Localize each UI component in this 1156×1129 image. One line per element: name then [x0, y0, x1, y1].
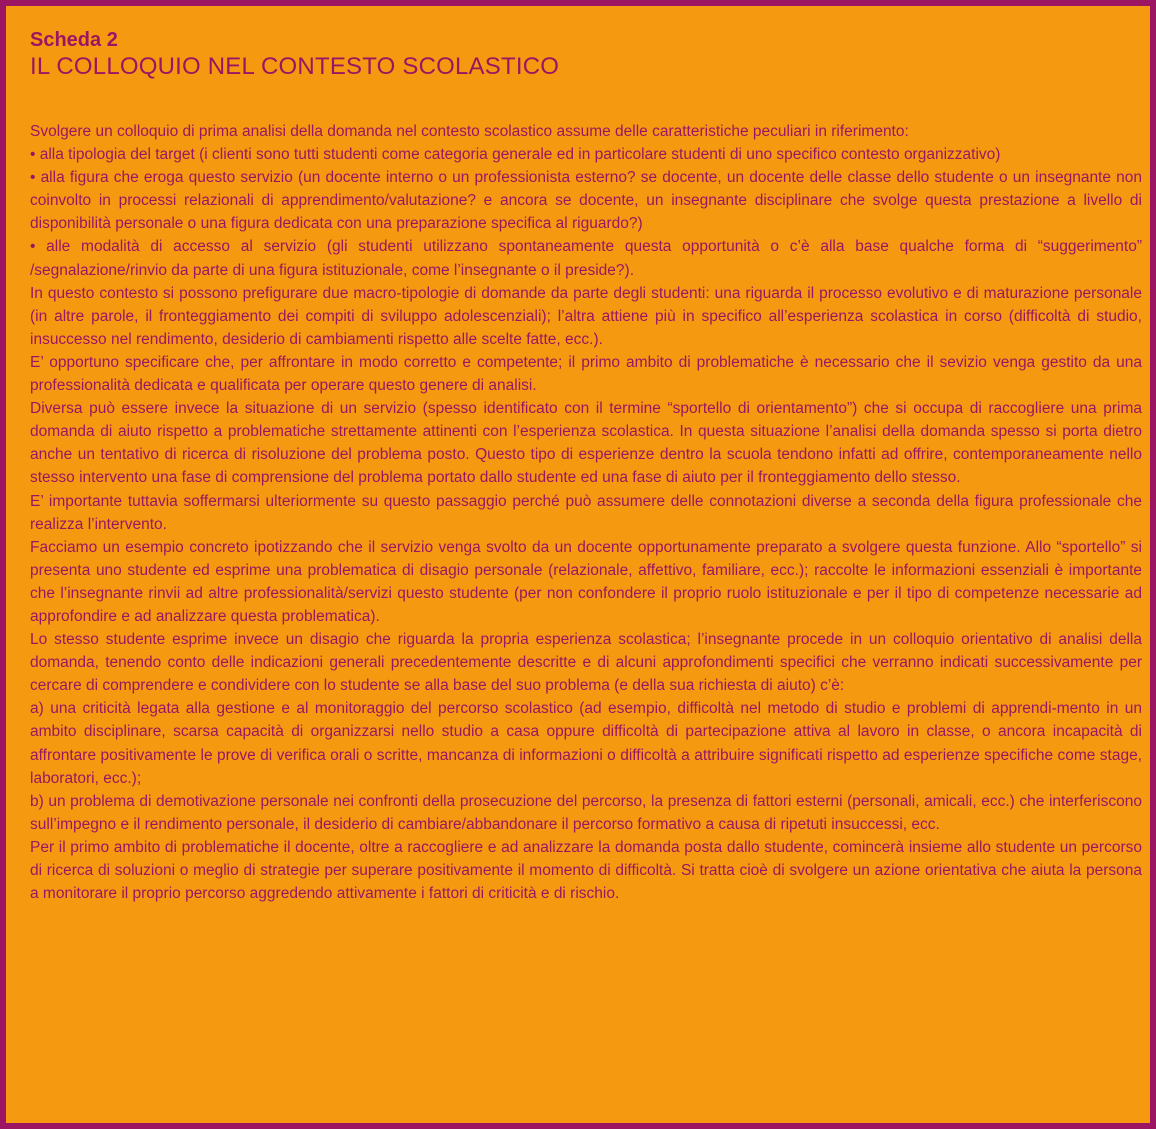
card-body — [30, 120, 1142, 905]
paragraph-macro-types: In questo contesto si possono prefigurare due macro-tipologie di domande da parte degli studenti: una riguarda il processo evolutivo e di maturazione personale (in altre parole, il fronteggiamento dei compiti di sviluppo adolescenziali); l’altra attiene più in specifico all’esperienza scolastica in corso (difficoltà di studio, insuccesso nel rendimento, desiderio di cambiamenti rispetto alle scelte fatte, ecc.). — [30, 284, 1142, 348]
bullet-access: • alle modalità di accesso al servizio (gli studenti utilizzano spontaneamente questa opportunità o c’è alla base qualche forma di “suggerimento” /segnalazione/rinvio da parte di una figura istituzionale, come l’insegnante o il preside?). — [30, 238, 1142, 279]
paragraph-specification: E’ opportuno specificare che, per affrontare in modo corretto e competente; il primo ambito di problematiche è necessario che il sevizio venga gestito da una professionalità dedicata e qualificata per operare questo genere di analisi. — [30, 353, 1142, 395]
bullet-figure: • alla figura che eroga questo servizio (un docente interno o un professionista esterno? se docente, un docente delle classe dello studente o un insegnante non coinvolto in processi relazionali di apprendimento/valutazione? e ancora se docente, un insegnante disciplinare che svolge questa prestazione a livello di disponibilità personale o una figura dedicata con una preparazione specifica al riguardo?) — [30, 169, 1142, 233]
card-title: IL COLLOQUIO NEL CONTESTO SCOLASTICO — [30, 53, 560, 80]
list-item-a: a) una criticità legata alla gestione e al monitoraggio del percorso scolastico (ad esempio, difficoltà nel metodo di studio e problemi di apprendi-mento in un ambito disciplinare, scarsa capacità di organizzarsi nello studio a casa oppure difficoltà di partecipazione attiva al lavoro in classe, o ancora incapacità di affrontare positivamente le prove di verifica orali o scritte, mancanza di informazioni o difficoltà a attribuire significati rispetto ad esperienze specifiche come stage, laboratori, ecc.); — [30, 700, 1142, 787]
bullet-target: • alla tipologia del target (i clienti sono tutti studenti come categoria generale ed in particolare studenti di uno specifico contesto organizzativo) — [30, 146, 1001, 164]
card-kicker: Scheda 2 — [30, 29, 118, 51]
paragraph-school-experience: Lo stesso studente esprime invece un disagio che riguarda la propria esperienza scolastica; l’insegnante procede in un colloquio orientativo di analisi della domanda, tenendo conto delle indicazioni generali precedentemente descritte e di alcuni approfondimenti specifici che verranno indicati successivamente per cercare di comprendere e condividere con lo studente se alla base del suo problema (e della sua richiesta di aiuto) c’è: — [30, 631, 1142, 695]
paragraph-example: Facciamo un esempio concreto ipotizzando che il servizio venga svolto da un docente opportunamente preparato a svolgere questa funzione. Allo “sportello” si presenta uno studente ed esprime una problematica di disagio personale (relazionale, affettivo, familiare, ecc.); raccolte le informazioni essenziali è importante che l’insegnante rinvii ad altre professionalità/servizi questo studente (per non confondere il proprio ruolo istituzionale e per il tipo di competenze necessarie ad approfondire e ad analizzare questa problematica). — [30, 538, 1142, 625]
paragraph-sportello: Diversa può essere invece la situazione di un servizio (spesso identificato con il termine “sportello di orientamento”) che si occupa di raccogliere una prima domanda di aiuto rispetto a problematiche strettamente attinenti con l’esperienza scolastica. In questa situazione l’analisi della domanda spesso si porta dietro anche un tentativo di ricerca di risoluzione del problema posto. Questo tipo di esperienze dentro la scuola tendono infatti ad offrire, contemporaneamente nello stesso intervento una fase di comprensione del problema portato dallo studente ed una fase di aiuto per il fronteggiamento dello stesso. — [30, 400, 1142, 487]
paragraph-intro: Svolgere un colloquio di prima analisi della domanda nel contesto scolastico assume delle caratteristiche peculiari in riferimento: — [30, 123, 909, 140]
card-content — [30, 28, 1142, 905]
paragraph-conclusion: Per il primo ambito di problematiche il docente, oltre a raccogliere e ad analizzare la domanda posta dallo studente, comincerà insieme allo studente un percorso di ricerca di soluzioni o meglio di strategie per superare positivamente il momento di difficoltà. Si tratta cioè di svolgere un azione orientativa che aiuta la persona a monitorare il proprio percorso aggredendo attivamente i fattori di criticità e di rischio. — [30, 838, 1142, 903]
paragraph-passage: E’ importante tuttavia soffermarsi ulteriormente su questo passaggio perché può assumere delle connotazioni diverse a seconda della figura professionale che realizza l’intervento. — [30, 492, 1142, 533]
list-item-b: b) un problema di demotivazione personale nei confronti della prosecuzione del percorso, la presenza di fattori esterni (personali, amicali, ecc.) che interferiscono sull’impegno e il rendimento personale, il desiderio di cambiare/abbandonare il percorso formativo a causa di ripetuti insuccessi, ecc. — [30, 792, 1142, 833]
